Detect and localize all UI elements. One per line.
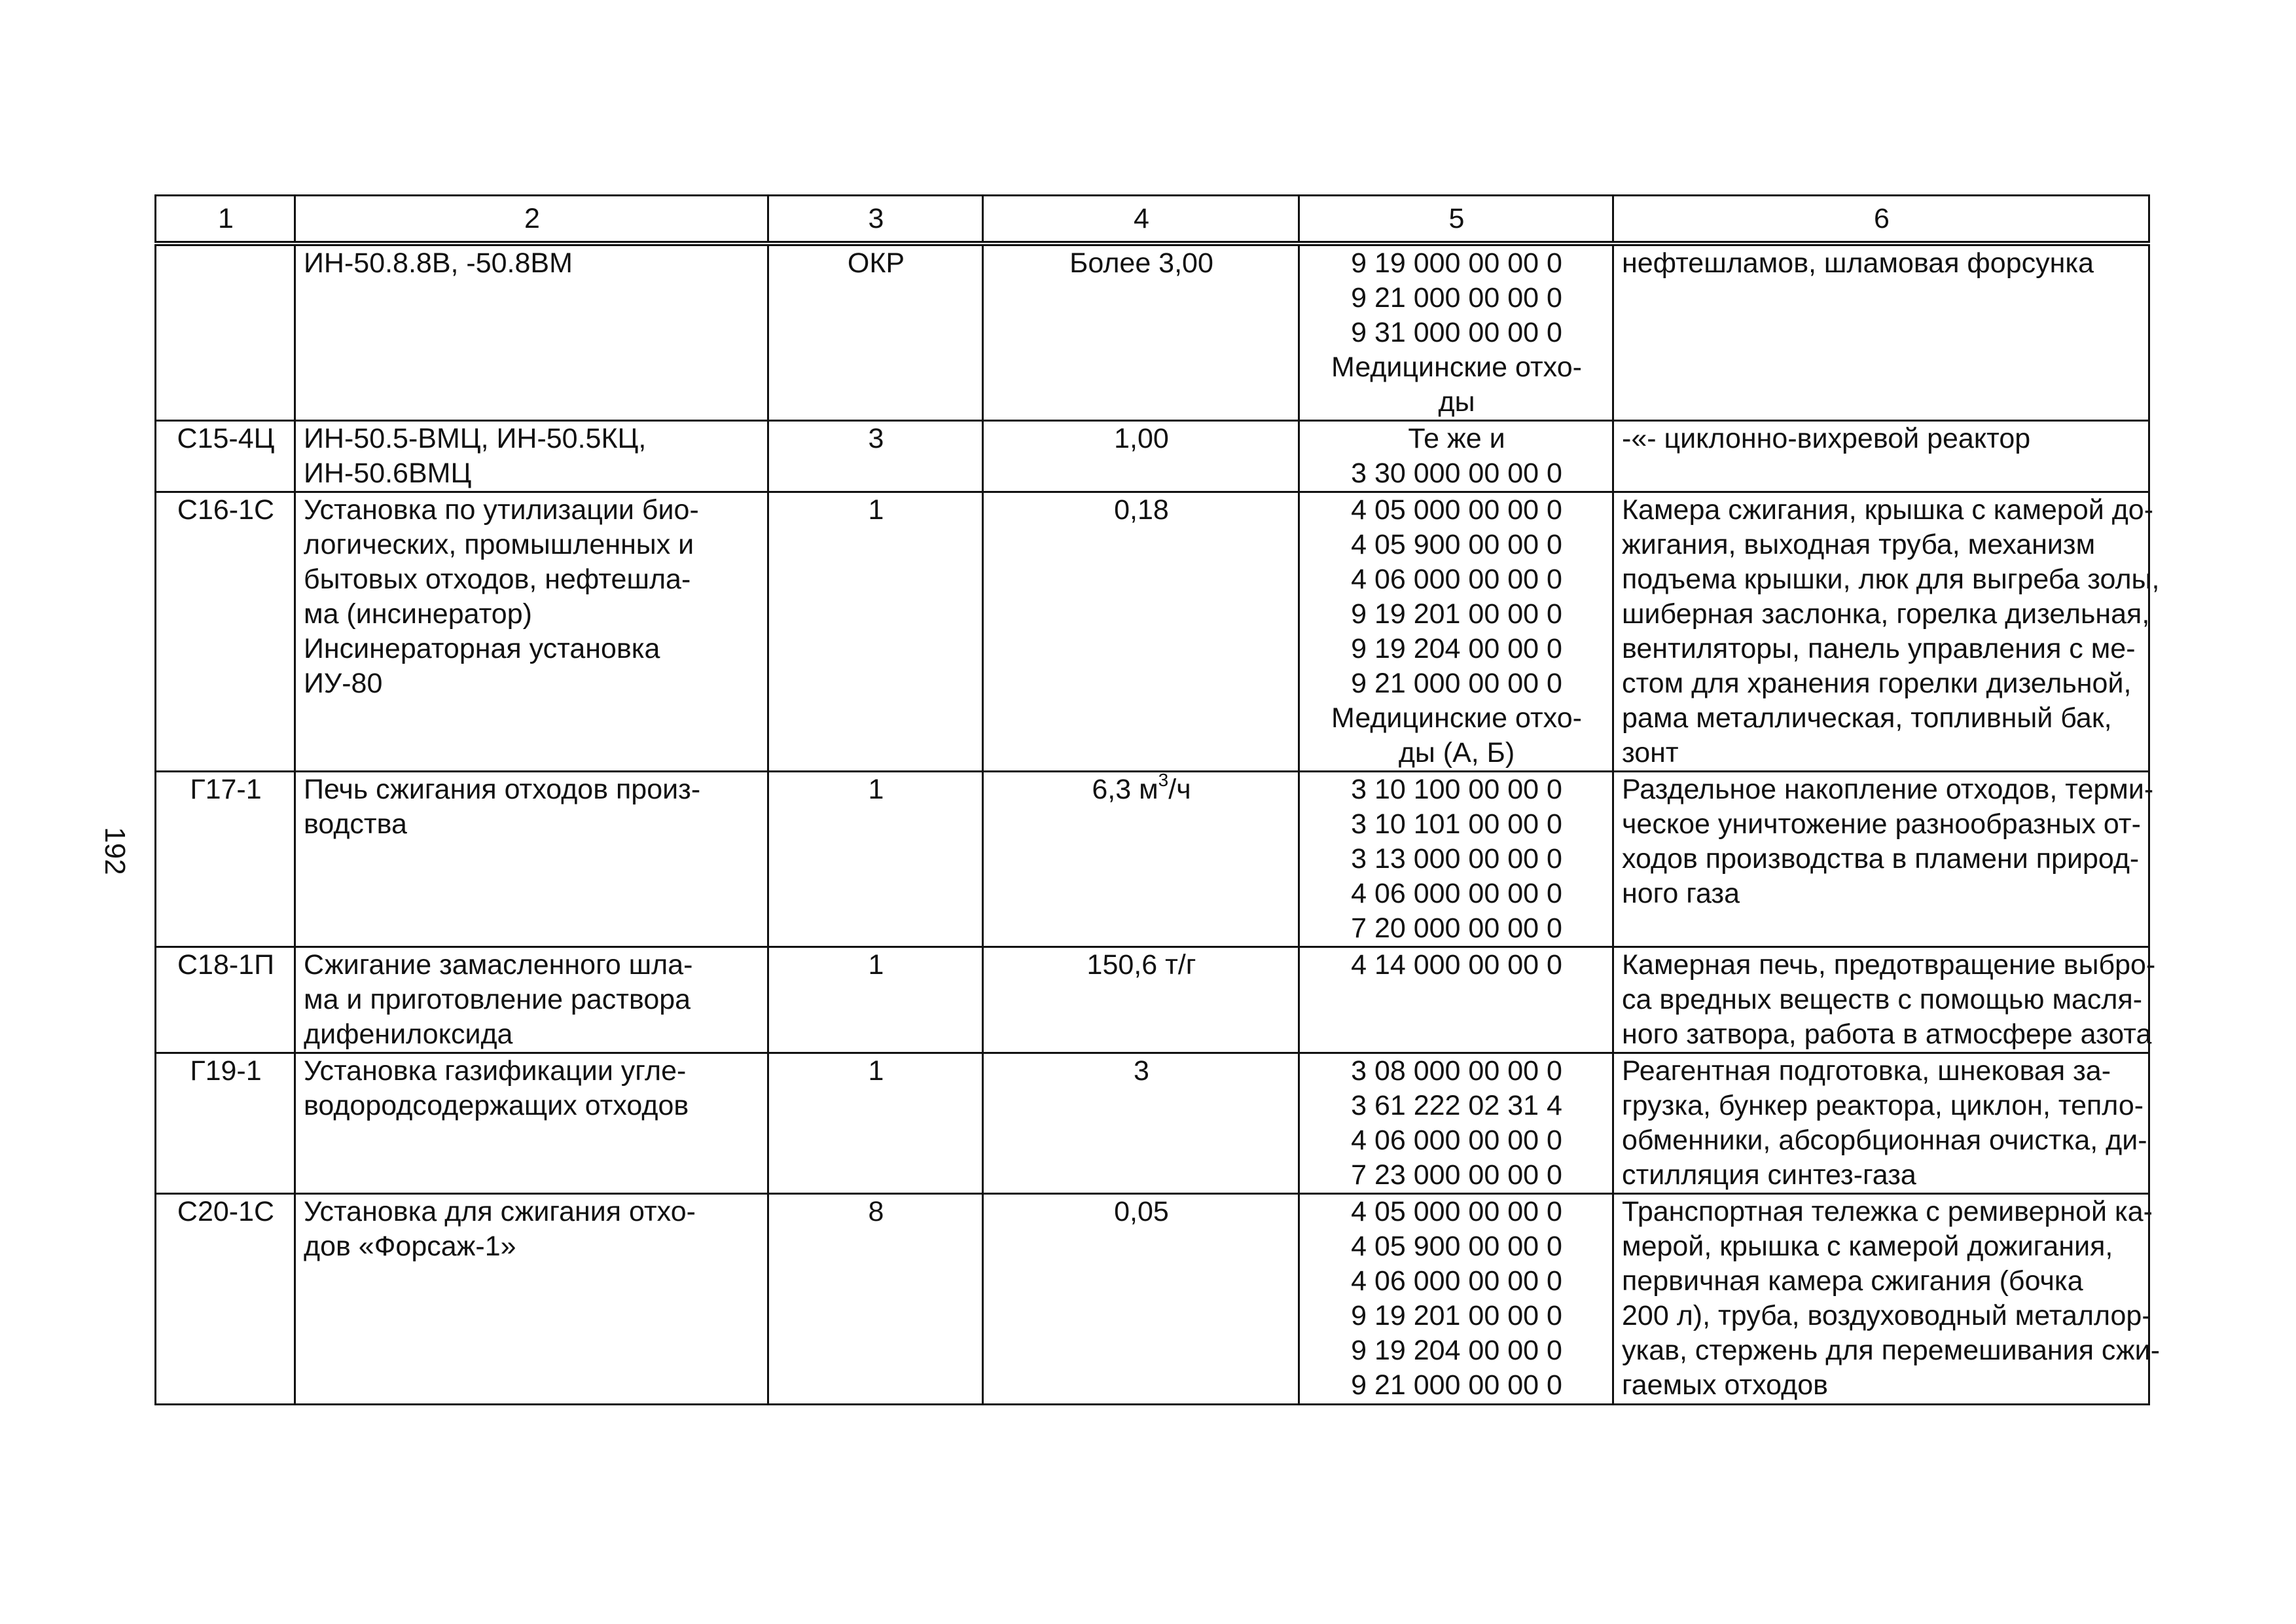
table-body — [156, 244, 2161, 1405]
table-row — [156, 1053, 2149, 1194]
fkko-code-line: 9 19 000 00 00 0 — [1351, 247, 1562, 279]
description-line: -«- циклонно-вихревой реактор — [1622, 423, 2031, 454]
cell-name — [295, 244, 768, 421]
equipment-name-line: ма (инсинератор) — [304, 598, 532, 630]
table-row — [156, 244, 2149, 421]
description-line: укав, стержень для перемешивания сжи- — [1622, 1335, 2161, 1366]
cell-name — [295, 1194, 768, 1405]
capacity-superscript: 3 — [1158, 769, 1169, 790]
cell-description — [1613, 492, 2160, 772]
cell-description — [1613, 772, 2154, 947]
description-line: Транспортная тележка с ремиверной ка- — [1622, 1196, 2153, 1227]
cell-name — [295, 492, 768, 772]
description-line: ческое уничтожение разнообразных от- — [1622, 808, 2141, 840]
equipment-name-line: Установка газификации угле- — [304, 1055, 687, 1087]
column-header-1: 1 — [156, 196, 295, 244]
fkko-code-line: 4 14 000 00 00 0 — [1351, 949, 1562, 981]
description-line: первичная камера сжигания (бочка — [1622, 1265, 2083, 1297]
description-line: ного затвора, работа в атмосфере азота — [1622, 1019, 2152, 1050]
cell-code — [156, 492, 295, 772]
fkko-code-line: 3 61 222 02 31 4 — [1351, 1090, 1562, 1121]
table-row — [156, 421, 2149, 492]
description-line: Камерная печь, предотвращение выбро- — [1622, 949, 2156, 981]
equipment-name-line: ИН-50.5-ВМЦ, ИН-50.5КЦ, — [304, 423, 647, 454]
fkko-code-line: Медицинские отхо- — [1331, 352, 1582, 383]
equipment-count: 1 — [868, 1055, 884, 1087]
equipment-name-line: Установка для сжигания отхо- — [304, 1196, 696, 1227]
column-header-5: 5 — [1299, 196, 1613, 244]
description-line: шиберная заслонка, горелка дизельная, — [1622, 598, 2150, 630]
page-number: 192 — [99, 827, 131, 875]
description-line: грузка, бункер реактора, циклон, тепло- — [1622, 1090, 2144, 1121]
cell-description — [1613, 244, 2149, 421]
cell-fkko-codes — [1299, 1053, 1613, 1194]
fkko-code-line: 7 23 000 00 00 0 — [1351, 1159, 1562, 1191]
equipment-name-line: ма и приготовление раствора — [304, 984, 691, 1015]
equipment-count: 3 — [868, 423, 884, 454]
table-row — [156, 1194, 2149, 1405]
description-line: нефтешламов, шламовая форсунка — [1622, 247, 2094, 279]
description-line: 200 л), труба, воздуховодный металлор- — [1622, 1300, 2151, 1331]
description-line: Камера сжигания, крышка с камерой до- — [1622, 494, 2154, 526]
description-line: са вредных веществ с помощью масля- — [1622, 984, 2143, 1015]
equipment-count: ОКР — [847, 247, 905, 279]
cell-capacity — [983, 1194, 1299, 1405]
cell-count — [768, 1194, 983, 1405]
description-line: стилляция синтез-газа — [1622, 1159, 1916, 1191]
cell-capacity — [983, 947, 1299, 1053]
capacity-value: 0,05 — [1114, 1196, 1169, 1227]
table-row — [156, 772, 2149, 947]
fkko-code-line: Медицинские отхо- — [1331, 702, 1582, 734]
fkko-code-line: 4 05 900 00 00 0 — [1351, 529, 1562, 560]
fkko-code-line: 4 06 000 00 00 0 — [1351, 1125, 1562, 1156]
equipment-code: С16-1С — [177, 494, 275, 526]
equipment-name-line: ИН-50.6ВМЦ — [304, 458, 472, 489]
cell-fkko-codes — [1299, 1194, 1613, 1405]
fkko-code-line: 9 21 000 00 00 0 — [1351, 282, 1562, 314]
equipment-name-line: Инсинераторная установка — [304, 633, 660, 664]
fkko-code-line: 9 31 000 00 00 0 — [1351, 317, 1562, 348]
equipment-name-line: Установка по утилизации био- — [304, 494, 699, 526]
fkko-code-line: 3 08 000 00 00 0 — [1351, 1055, 1562, 1087]
fkko-code-line: ды (А, Б) — [1398, 737, 1515, 768]
description-line: ходов производства в пламени природ- — [1622, 843, 2140, 875]
fkko-code-line: 7 20 000 00 00 0 — [1351, 912, 1562, 944]
equipment-name-line: Печь сжигания отходов произ- — [304, 774, 701, 805]
cell-count — [768, 947, 983, 1053]
fkko-code-line: 3 30 000 00 00 0 — [1351, 458, 1562, 489]
equipment-table — [154, 194, 2161, 1405]
equipment-name-line: дифенилоксида — [304, 1019, 513, 1050]
fkko-code-line: 4 05 900 00 00 0 — [1351, 1231, 1562, 1262]
cell-fkko-codes — [1299, 772, 1613, 947]
cell-fkko-codes — [1299, 244, 1613, 421]
cell-name — [295, 1053, 768, 1194]
table-row — [156, 947, 2149, 1053]
description-line: гаемых отходов — [1622, 1369, 1828, 1401]
fkko-code-line: 4 06 000 00 00 0 — [1351, 1265, 1562, 1297]
equipment-count: 1 — [868, 774, 884, 805]
description-line: зонт — [1622, 737, 1679, 768]
column-header-4: 4 — [983, 196, 1299, 244]
equipment-name-line: ИУ-80 — [304, 668, 383, 699]
equipment-name-line: водородсодержащих отходов — [304, 1090, 689, 1121]
cell-code — [156, 1194, 295, 1405]
description-line: ного газа — [1622, 878, 1740, 909]
fkko-code-line: 3 13 000 00 00 0 — [1351, 843, 1562, 875]
equipment-code: С20-1С — [177, 1196, 275, 1227]
cell-fkko-codes — [1299, 947, 1613, 1053]
fkko-code-line: 4 06 000 00 00 0 — [1351, 878, 1562, 909]
cell-count — [768, 492, 983, 772]
fkko-code-line: 3 10 100 00 00 0 — [1351, 774, 1562, 805]
description-line: стом для хранения горелки дизельной, — [1622, 668, 2132, 699]
equipment-name-line: логических, промышленных и — [304, 529, 694, 560]
cell-description — [1613, 1053, 2149, 1194]
cell-name — [295, 947, 768, 1053]
cell-description — [1613, 421, 2149, 492]
cell-fkko-codes — [1299, 492, 1613, 772]
description-line: жигания, выходная труба, механизм — [1622, 529, 2096, 560]
equipment-name-line: бытовых отходов, нефтешла- — [304, 564, 691, 595]
cell-capacity — [983, 421, 1299, 492]
cell-capacity — [983, 1053, 1299, 1194]
fkko-code-line: 3 10 101 00 00 0 — [1351, 808, 1562, 840]
fkko-code-line: 9 21 000 00 00 0 — [1351, 668, 1562, 699]
equipment-code: Г17-1 — [190, 774, 262, 805]
equipment-code: С18-1П — [177, 949, 275, 981]
fkko-code-line: 4 06 000 00 00 0 — [1351, 564, 1562, 595]
cell-code — [156, 421, 295, 492]
equipment-code: Г19-1 — [190, 1055, 262, 1087]
fkko-code-line: 9 19 201 00 00 0 — [1351, 1300, 1562, 1331]
cell-count — [768, 244, 983, 421]
cell-capacity — [983, 244, 1299, 421]
description-line: рама металлическая, топливный бак, — [1622, 702, 2112, 734]
fkko-code-line: Те же и — [1408, 423, 1505, 454]
capacity-value: 0,18 — [1114, 494, 1169, 526]
equipment-name-line: ИН-50.8.8В, -50.8ВМ — [304, 247, 573, 279]
cell-fkko-codes — [1299, 421, 1613, 492]
cell-count — [768, 772, 983, 947]
fkko-code-line: 9 19 201 00 00 0 — [1351, 598, 1562, 630]
description-line: мерой, крышка с камерой дожигания, — [1622, 1231, 2113, 1262]
description-line: подъема крышки, люк для выгреба золы, — [1622, 564, 2160, 595]
column-header-6: 6 — [1613, 196, 2149, 244]
table-row — [156, 492, 2149, 772]
equipment-count: 1 — [868, 949, 884, 981]
fkko-code-line: 4 05 000 00 00 0 — [1351, 494, 1562, 526]
cell-name — [295, 421, 768, 492]
equipment-name-line: водства — [304, 808, 407, 840]
cell-count — [768, 421, 983, 492]
equipment-count: 1 — [868, 494, 884, 526]
cell-code — [156, 1053, 295, 1194]
column-header-3: 3 — [768, 196, 983, 244]
cell-capacity — [983, 492, 1299, 772]
cell-description — [1613, 947, 2156, 1053]
cell-name — [295, 772, 768, 947]
capacity-value: Более 3,00 — [1069, 247, 1213, 279]
column-header-2: 2 — [295, 196, 768, 244]
cell-capacity — [983, 769, 1299, 947]
fkko-code-line: ды — [1438, 386, 1475, 418]
cell-count — [768, 1053, 983, 1194]
capacity-value: 6,3 м — [1092, 774, 1158, 805]
fkko-code-line: 4 05 000 00 00 0 — [1351, 1196, 1562, 1227]
equipment-name-line: Сжигание замасленного шла- — [304, 949, 693, 981]
description-line: обменники, абсорбционная очистка, ди- — [1622, 1125, 2147, 1156]
description-line: Раздельное накопление отходов, терми- — [1622, 774, 2154, 805]
cell-code — [156, 772, 295, 947]
fkko-code-line: 9 21 000 00 00 0 — [1351, 1369, 1562, 1401]
cell-description — [1613, 1194, 2161, 1405]
equipment-name-line: дов «Форсаж-1» — [304, 1231, 516, 1262]
capacity-value: 150,6 т/г — [1086, 949, 1196, 981]
capacity-value: 1,00 — [1114, 423, 1169, 454]
description-line: вентиляторы, панель управления с ме- — [1622, 633, 2136, 664]
table-header-row — [156, 196, 2149, 244]
capacity-value: 3 — [1134, 1055, 1149, 1087]
equipment-count: 8 — [868, 1196, 884, 1227]
cell-code — [156, 244, 295, 421]
cell-code — [156, 947, 295, 1053]
equipment-code: С15-4Ц — [177, 423, 275, 454]
capacity-unit: /ч — [1168, 774, 1191, 805]
fkko-code-line: 9 19 204 00 00 0 — [1351, 633, 1562, 664]
fkko-code-line: 9 19 204 00 00 0 — [1351, 1335, 1562, 1366]
description-line: Реагентная подготовка, шнековая за- — [1622, 1055, 2111, 1087]
